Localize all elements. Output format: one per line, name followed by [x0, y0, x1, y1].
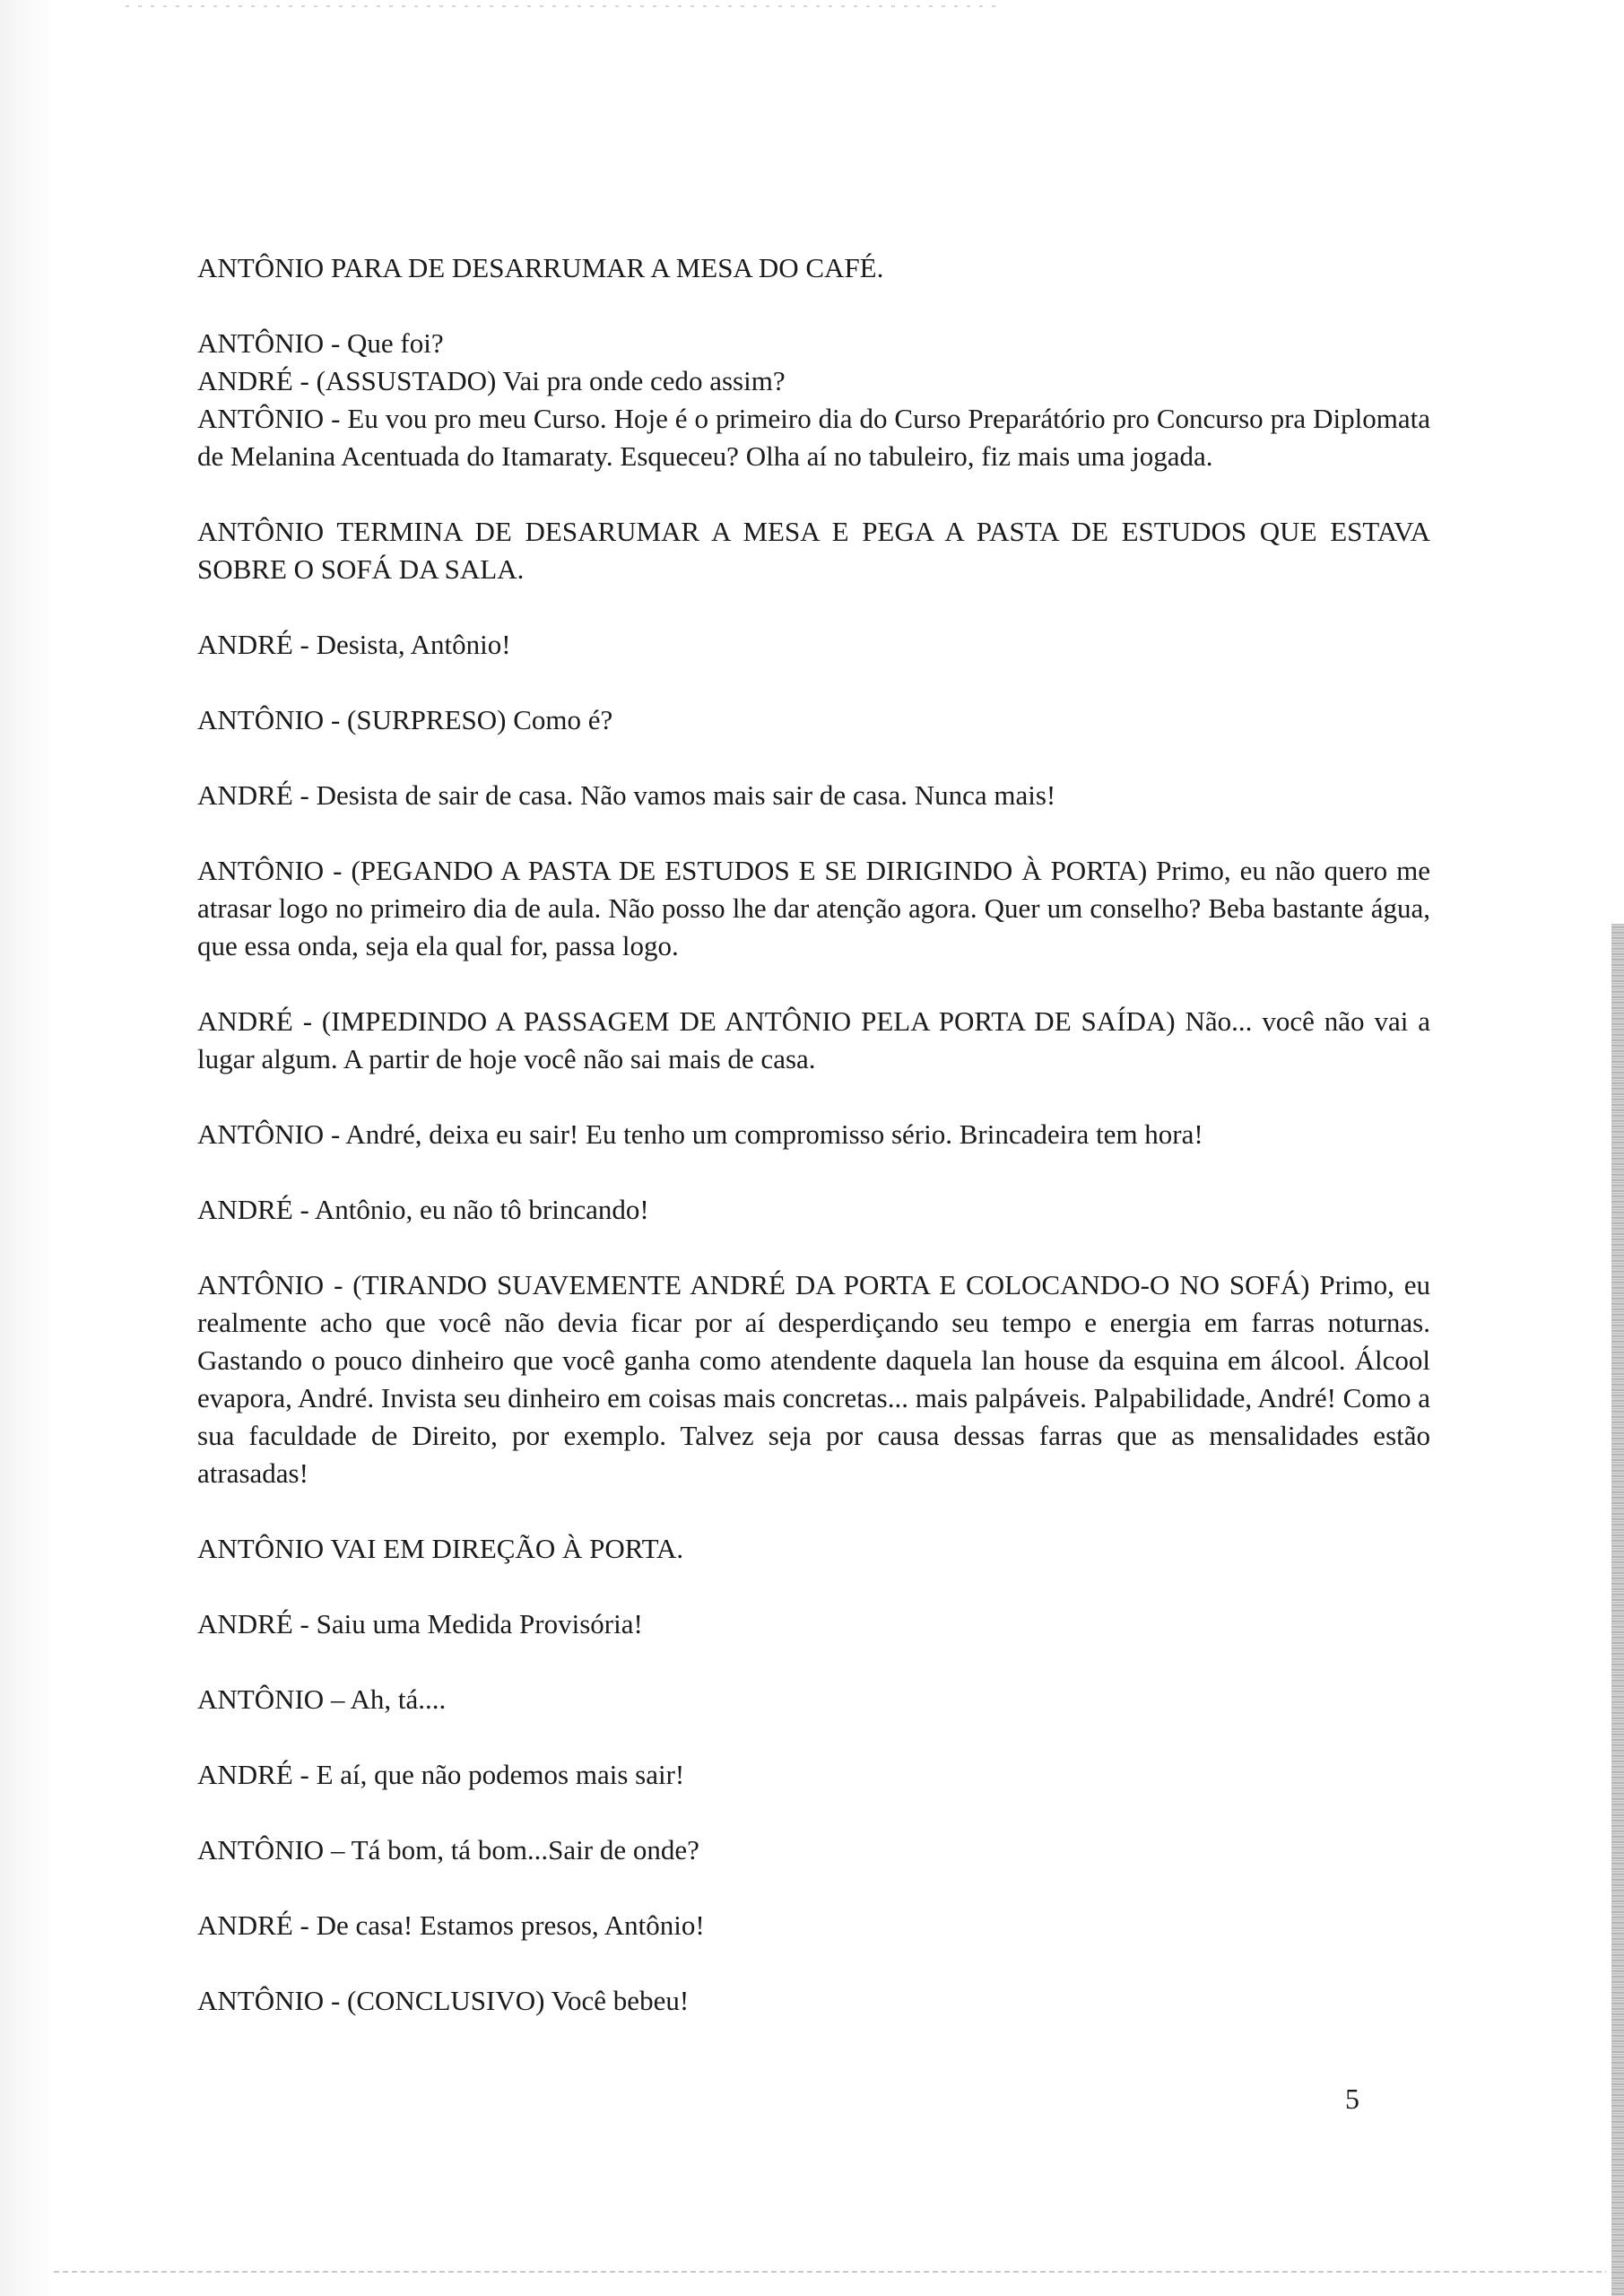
paragraph-text: ANDRÉ - Desista de sair de casa. Não vamos mais sair de casa. Nunca mais! — [197, 779, 1056, 811]
dialogue-line — [197, 1982, 1430, 2020]
paragraph-text: ANDRÉ - De casa! Estamos presos, Antônio! — [197, 1909, 705, 1941]
dialogue-line — [197, 362, 1430, 400]
paragraph-text: ANDRÉ - Antônio, eu não tô brincando! — [197, 1194, 649, 1225]
dialogue-line — [197, 1266, 1430, 1492]
paragraph-text: ANTÔNIO PARA DE DESARRUMAR A MESA DO CAFÉ. — [197, 252, 884, 283]
scan-top-noise — [126, 5, 1004, 7]
paragraph-text: ANTÔNIO VAI EM DIREÇÃO À PORTA. — [197, 1533, 684, 1564]
paragraph-text: ANDRÉ - (ASSUSTADO) Vai pra onde cedo assim? — [197, 365, 786, 396]
paragraph-text: ANTÔNIO – Ah, tá.... — [197, 1683, 447, 1715]
paragraph-text: ANDRÉ - Desista, Antônio! — [197, 629, 511, 660]
dialogue-line — [197, 1116, 1430, 1153]
paragraph-text: ANTÔNIO – Tá bom, tá bom...Sair de onde? — [197, 1834, 699, 1866]
paragraph-text: ANTÔNIO - André, deixa eu sair! Eu tenho um compromisso sério. Brincadeira tem hora! — [197, 1118, 1203, 1150]
dialogue-line — [197, 701, 1430, 739]
stage-direction — [197, 249, 1430, 287]
paragraph-text: ANTÔNIO - (PEGANDO A PASTA DE ESTUDOS E SE DIRIGINDO À PORTA) Primo, eu não quero me atrasar logo no primeiro dia de aula. Não posso lhe dar atenção agora. Quer um conselho? Beba bastante água, que essa onda, seja ela qual for, passa logo. — [197, 855, 1430, 961]
dialogue-line — [197, 1756, 1430, 1794]
dialogue-line — [197, 1831, 1430, 1869]
dialogue-line — [197, 1003, 1430, 1078]
paragraph-text: ANTÔNIO - (SURPRESO) Como é? — [197, 704, 613, 735]
dialogue-line — [197, 1605, 1430, 1643]
paragraph-text: ANTÔNIO - (CONCLUSIVO) Você bebeu! — [197, 1985, 690, 2016]
paragraph-text: ANTÔNIO - Eu vou pro meu Curso. Hoje é o primeiro dia do Curso Preparátório pro Concurso pra Diplomata de Melanina Acentuada do Itamaraty. Esqueceu? Olha aí no tabuleiro, fiz mais uma jogada. — [197, 403, 1430, 472]
dialogue-line — [197, 1191, 1430, 1229]
scan-left-edge — [0, 0, 63, 2296]
scan-bottom-line — [54, 2271, 1606, 2273]
dialogue-line — [197, 626, 1430, 664]
paragraph-text: ANTÔNIO - Que foi? — [197, 327, 444, 359]
page-number: 5 — [1345, 2083, 1359, 2115]
dialogue-line — [197, 325, 1430, 362]
scan-right-edge — [1611, 924, 1624, 2296]
dialogue-line — [197, 1907, 1430, 1944]
paragraph-text: ANTÔNIO - (TIRANDO SUAVEMENTE ANDRÉ DA PORTA E COLOCANDO-O NO SOFÁ) Primo, eu realmente acho que você não devia ficar por aí desperdiçando seu tempo e energia em farras noturnas. Gastando o pouco dinheiro que você ganha como atendente daquela lan house da esquina em álcool. Álcool evapora, André. Invista seu dinheiro em coisas mais concretas... mais palpáveis. Palpabilidade, André! Como a sua faculdade de Direito, por exemplo. Talvez seja por causa dessas farras que as mensalidades estão atrasadas! — [197, 1269, 1430, 1489]
script-text — [197, 249, 1430, 2057]
paragraph-text: ANTÔNIO TERMINA DE DESARUMAR A MESA E PEGA A PASTA DE ESTUDOS QUE ESTAVA SOBRE O SOFÁ DA SALA. — [197, 516, 1430, 585]
paragraph-text: ANDRÉ - (IMPEDINDO A PASSAGEM DE ANTÔNIO PELA PORTA DE SAÍDA) Não... você não vai a lugar algum. A partir de hoje você não sai mais de casa. — [197, 1005, 1430, 1074]
dialogue-line — [197, 852, 1430, 965]
paragraph-text: ANDRÉ - E aí, que não podemos mais sair! — [197, 1759, 685, 1790]
dialogue-line — [197, 400, 1430, 475]
stage-direction — [197, 513, 1430, 588]
dialogue-line — [197, 1681, 1430, 1718]
stage-direction — [197, 1530, 1430, 1568]
dialogue-line — [197, 777, 1430, 814]
paragraph-text: ANDRÉ - Saiu uma Medida Provisória! — [197, 1608, 643, 1639]
